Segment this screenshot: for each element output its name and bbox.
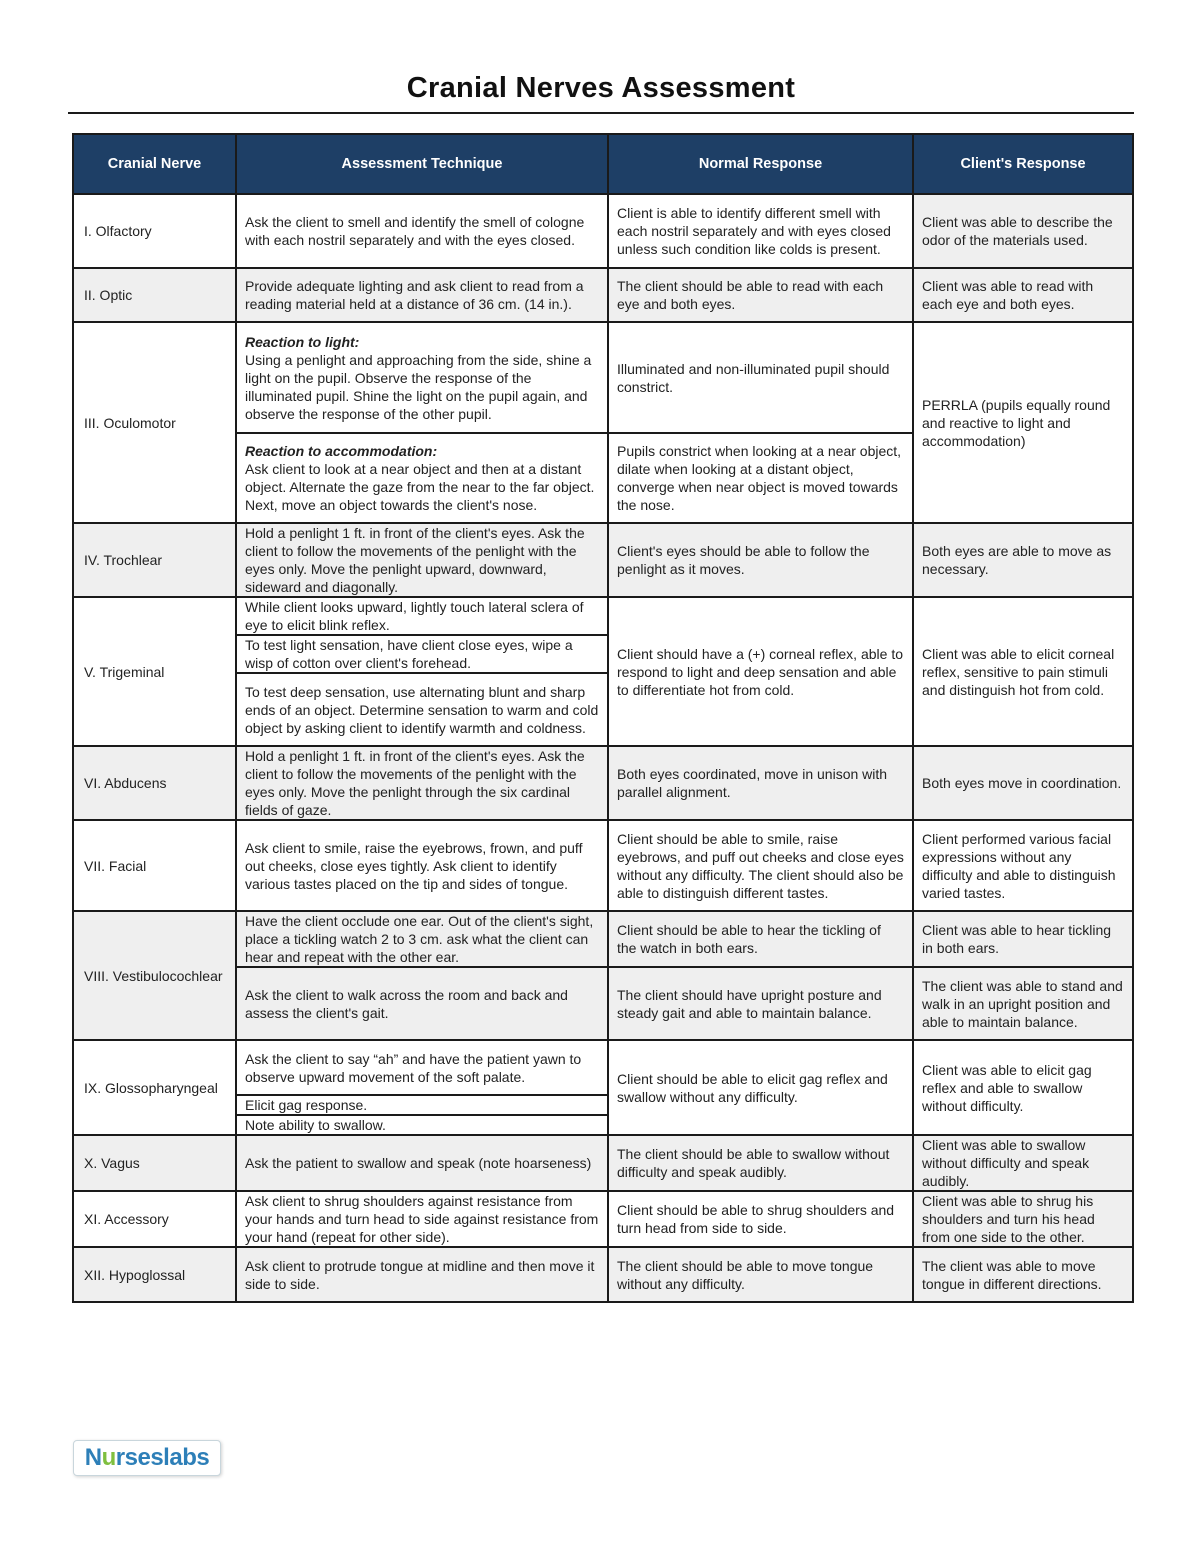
table-row	[73, 322, 1133, 433]
technique-cell: Ask the client to say “ah” and have the patient yawn to observe upward movement of the soft palate.	[236, 1040, 608, 1095]
header-assessment-technique: Assessment Technique	[236, 134, 608, 194]
technique-text: Using a penlight and approaching from the side, shine a light on the pupil. Observe the response of the illuminated pupil. Shine the light on the pupil again, and observe the response of the other pupil.	[245, 351, 592, 422]
table-row	[73, 1135, 1133, 1191]
table-header-row	[73, 134, 1133, 194]
header-normal-response: Normal Response	[608, 134, 913, 194]
technique-cell: Elicit gag response.	[236, 1095, 608, 1115]
client-response-cell: Both eyes move in coordination.	[913, 746, 1133, 820]
client-response-cell: The client was able to move tongue in different directions.	[913, 1247, 1133, 1302]
client-response-cell: Client was able to swallow without difficulty and speak audibly.	[913, 1135, 1133, 1191]
nerve-cell: VIII. Vestibulocochlear	[73, 911, 236, 1040]
technique-text: Ask client to look at a near object and then at a distant object. Alternate the gaze from the near to the far object. Next, move an object towards the client's nose.	[245, 461, 595, 513]
normal-response-cell: Client's eyes should be able to follow the penlight as it moves.	[608, 523, 913, 597]
technique-cell: Ask client to shrug shoulders against resistance from your hands and turn head to side against resistance from your hand (repeat for other side).	[236, 1191, 608, 1247]
nerve-cell: IX. Glossopharyngeal	[73, 1040, 236, 1135]
normal-response-cell: Client is able to identify different smell with each nostril separately and with eyes closed unless such condition like colds is present.	[608, 194, 913, 268]
logo-text: Nurseslabs	[84, 1444, 210, 1471]
technique-cell: While client looks upward, lightly touch lateral sclera of eye to elicit blink reflex.	[236, 597, 608, 635]
technique-cell	[236, 433, 608, 523]
technique-cell	[236, 322, 608, 433]
header-cranial-nerve: Cranial Nerve	[73, 134, 236, 194]
normal-response-cell: Pupils constrict when looking at a near object, dilate when looking at a distant object, converge when near object is moved towards the nose.	[608, 433, 913, 523]
table-row	[73, 268, 1133, 322]
normal-response-cell: Client should have a (+) corneal reflex, able to respond to light and deep sensation and able to differentiate hot from cold.	[608, 597, 913, 746]
client-response-cell: Client was able to describe the odor of the materials used.	[913, 194, 1133, 268]
client-response-cell: Client was able to elicit corneal reflex, sensitive to pain stimuli and distinguish hot from cold.	[913, 597, 1133, 746]
nerve-cell: II. Optic	[73, 268, 236, 322]
technique-cell: Hold a penlight 1 ft. in front of the client's eyes. Ask the client to follow the movements of the penlight with the eyes only. Move the penlight upward, downward, sideward and diagonally.	[236, 523, 608, 597]
technique-subheading: Reaction to accommodation:	[245, 443, 438, 459]
nerve-cell: III. Oculomotor	[73, 322, 236, 523]
technique-cell: Have the client occlude one ear. Out of the client's sight, place a tickling watch 2 to 3 cm. ask what the client can hear and repeat with the other ear.	[236, 911, 608, 967]
client-response-cell: Both eyes are able to move as necessary.	[913, 523, 1133, 597]
table-row	[73, 820, 1133, 911]
nerve-cell: VI. Abducens	[73, 746, 236, 820]
normal-response-cell: Illuminated and non-illuminated pupil should constrict.	[608, 322, 913, 433]
technique-cell: Note ability to swallow.	[236, 1115, 608, 1135]
table-row	[73, 597, 1133, 635]
normal-response-cell: Client should be able to hear the tickling of the watch in both ears.	[608, 911, 913, 967]
header-clients-response: Client's Response	[913, 134, 1133, 194]
technique-cell: Ask the client to walk across the room and back and assess the client's gait.	[236, 967, 608, 1040]
table-row	[73, 1040, 1133, 1095]
cranial-nerves-table	[72, 133, 1134, 1303]
technique-cell: Hold a penlight 1 ft. in front of the client's eyes. Ask the client to follow the movements of the penlight with the eyes only. Move the penlight through the six cardinal fields of gaze.	[236, 746, 608, 820]
normal-response-cell: The client should be able to read with each eye and both eyes.	[608, 268, 913, 322]
technique-cell: Ask client to smile, raise the eyebrows, frown, and puff out cheeks, close eyes tightly. Ask client to identify various tastes placed on the tip and sides of tongue.	[236, 820, 608, 911]
client-response-cell: The client was able to stand and walk in an upright position and able to maintain balance.	[913, 967, 1133, 1040]
table-row	[73, 1191, 1133, 1247]
normal-response-cell: Both eyes coordinated, move in unison with parallel alignment.	[608, 746, 913, 820]
normal-response-cell: The client should have upright posture and steady gait and able to maintain balance.	[608, 967, 913, 1040]
normal-response-cell: The client should be able to swallow without difficulty and speak audibly.	[608, 1135, 913, 1191]
technique-cell: To test deep sensation, use alternating blunt and sharp ends of an object. Determine sensation to warm and cold object by asking client to identify warmth and coldness.	[236, 673, 608, 746]
client-response-cell: PERRLA (pupils equally round and reactive to light and accommodation)	[913, 322, 1133, 523]
page-title: Cranial Nerves Assessment	[406, 72, 796, 104]
title-divider	[68, 112, 1134, 114]
client-response-cell: Client was able to read with each eye and both eyes.	[913, 268, 1133, 322]
client-response-cell: Client was able to hear tickling in both ears.	[913, 911, 1133, 967]
technique-cell: Ask the client to smell and identify the smell of cologne with each nostril separately and with the eyes closed.	[236, 194, 608, 268]
nurseslabs-logo	[73, 1440, 221, 1476]
technique-cell: Ask the patient to swallow and speak (note hoarseness)	[236, 1135, 608, 1191]
nerve-cell: X. Vagus	[73, 1135, 236, 1191]
technique-cell: Provide adequate lighting and ask client to read from a reading material held at a distance of 36 cm. (14 in.).	[236, 268, 608, 322]
client-response-cell: Client performed various facial expressions without any difficulty and able to distinguish varied tastes.	[913, 820, 1133, 911]
nerve-cell: IV. Trochlear	[73, 523, 236, 597]
technique-cell: Ask client to protrude tongue at midline and then move it side to side.	[236, 1247, 608, 1302]
nerve-cell: VII. Facial	[73, 820, 236, 911]
nerve-cell: XII. Hypoglossal	[73, 1247, 236, 1302]
table-row	[73, 194, 1133, 268]
technique-cell: To test light sensation, have client close eyes, wipe a wisp of cotton over client's forehead.	[236, 635, 608, 673]
nerve-cell: I. Olfactory	[73, 194, 236, 268]
nerve-cell: V. Trigeminal	[73, 597, 236, 746]
table-row	[73, 746, 1133, 820]
normal-response-cell: Client should be able to shrug shoulders and turn head from side to side.	[608, 1191, 913, 1247]
nerve-cell: XI. Accessory	[73, 1191, 236, 1247]
technique-subheading: Reaction to light:	[245, 333, 360, 350]
client-response-cell: Client was able to elicit gag reflex and able to swallow without difficulty.	[913, 1040, 1133, 1135]
client-response-cell: Client was able to shrug his shoulders and turn his head from one side to the other.	[913, 1191, 1133, 1247]
table-row	[73, 523, 1133, 597]
normal-response-cell: Client should be able to smile, raise eyebrows, and puff out cheeks and close eyes without any difficulty. The client should also be able to distinguish different tastes.	[608, 820, 913, 911]
normal-response-cell: The client should be able to move tongue without any difficulty.	[608, 1247, 913, 1302]
normal-response-cell: Client should be able to elicit gag reflex and swallow without any difficulty.	[608, 1040, 913, 1135]
table-row	[73, 911, 1133, 967]
table-row	[73, 1247, 1133, 1302]
